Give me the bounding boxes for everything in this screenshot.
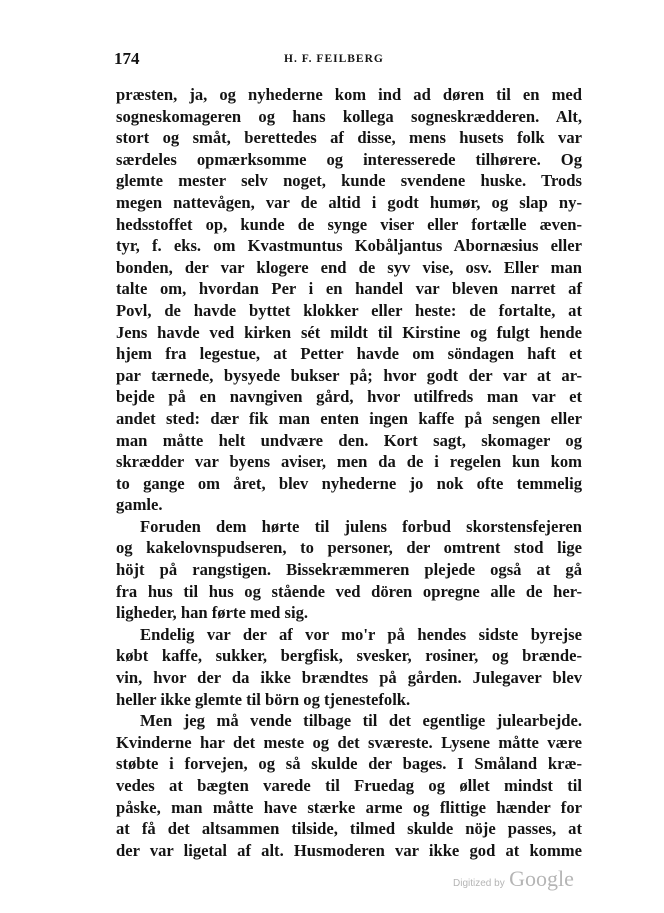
text-line: at få det altsammen tilside, tilmed skulde nöje passes, at: [116, 819, 582, 839]
text-line: par tærnede, bysyede bukser på; hvor godt der var at ar-: [116, 365, 582, 385]
text-line: höjt på rangstigen. Bissekræmmeren plejede også at gå: [116, 560, 582, 580]
text-line: købt kaffe, sukker, bergfisk, svesker, rosiner, og brænde-: [116, 646, 582, 666]
text-line: stort og småt, berettedes af disse, mens husets folk var: [116, 128, 582, 148]
text-line: Endelig var der af vor mo'r på hendes sidste byrejse: [140, 624, 582, 644]
text-line: påske, man måtte have stærke arme og flittige hænder for: [116, 797, 582, 817]
text-line: Men jeg må vende tilbage til det egentlige julearbejde.: [140, 711, 582, 731]
text-line: sogneskomageren og hans kollega sogneskrædderen. Alt,: [116, 106, 582, 126]
text-line: Kvinderne har det meste og det sværeste. Lysene måtte være: [116, 732, 582, 752]
text-line: ligheder, han førte med sig.: [116, 603, 309, 623]
text-line: fra hus til hus og stående ved dören opregne alle de her-: [116, 581, 582, 601]
text-line: to gange om året, blev nyhederne jo nok ofte temmelig: [116, 473, 582, 493]
text-line: hjem fra legestue, at Petter havde om söndagen haft et: [116, 344, 582, 364]
text-line: bejde på en navngiven gård, hvor utilfreds man var et: [116, 387, 582, 407]
text-line: støbte i forvejen, og så skulde der bages. I Småland kræ-: [116, 754, 582, 774]
text-line: Foruden dem hørte til julens forbud skorstensfejeren: [140, 516, 582, 536]
watermark-prefix: Digitized by: [453, 878, 505, 889]
page-number: 174: [114, 49, 140, 68]
text-line: der var ligetal af alt. Husmoderen var ikke god at komme: [116, 840, 582, 860]
body-text: [116, 84, 582, 861]
text-line: andet sted: dær fik man enten ingen kaffe på sengen eller: [116, 408, 582, 428]
text-line: vedes at bægten varede til Fruedag og øllet mindst til: [116, 776, 582, 795]
text-line: tyr, f. eks. om Kvastmuntus Kobåljantus Abornæsius eller: [116, 236, 582, 256]
text-line: glemte mester selv noget, kunde svendene huske. Trods: [116, 171, 582, 191]
text-line: præsten, ja, og nyhederne kom ind ad døren til en med: [116, 85, 582, 104]
text-line: Povl, de havde byttet klokker eller heste: de fortalte, at: [116, 300, 582, 320]
text-line: hedsstoffet op, kunde de synge viser eller fortælle æven-: [116, 214, 582, 234]
text-line: talte om, hvordan Per i en handel var bleven narret af: [116, 279, 582, 299]
text-line: og kakelovnspudseren, to personer, der omtrent stod lige: [116, 538, 582, 558]
running-head: H. F. FEILBERG: [284, 53, 384, 65]
google-logo: Google: [509, 866, 574, 891]
text-line: skrædder var byens aviser, men da de i regelen kun kom: [116, 452, 582, 472]
text-line: vin, hvor der da ikke brændtes på gården. Julegaver blev: [116, 668, 582, 688]
text-line: særdeles opmærksomme og interesserede tilhørere. Og: [116, 149, 582, 169]
text-line: bonden, der var klogere end de syv vise, osv. Eller man: [116, 257, 582, 277]
text-line: Jens havde ved kirken sét mildt til Kirstine og fulgt hende: [116, 322, 582, 342]
text-line: megen nattevågen, var de altid i godt humør, og slap ny-: [116, 192, 582, 212]
text-line: man måtte helt undvære den. Kort sagt, skomager og: [116, 430, 582, 450]
digitized-watermark: [453, 866, 574, 892]
text-line: heller ikke glemte til börn og tjenestefolk.: [116, 689, 411, 709]
text-line: gamle.: [116, 495, 163, 515]
